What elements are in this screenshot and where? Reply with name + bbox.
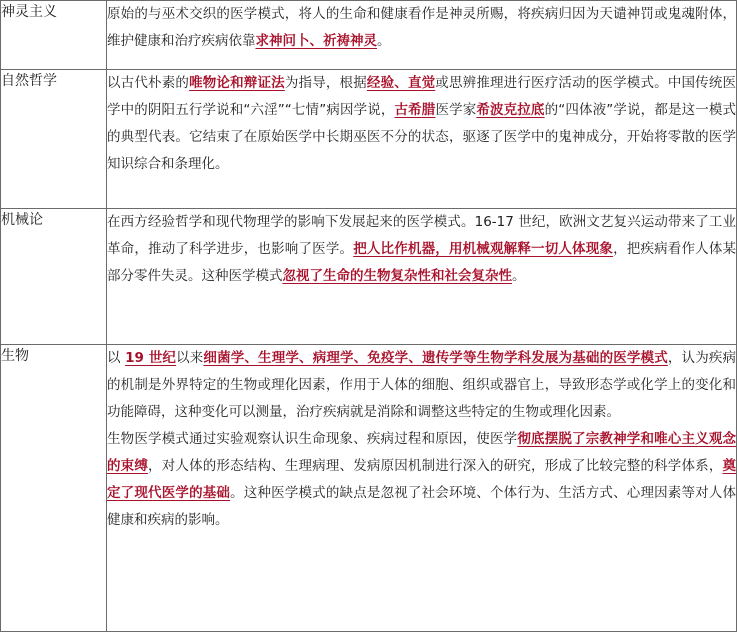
key-phrase: 把人比作机器，用机械观解释一切人体现象 xyxy=(353,241,614,257)
table-row xyxy=(1,70,737,209)
key-phrase: 彻底摆脱了宗教神学和唯心主义观念的束缚 xyxy=(107,431,737,474)
key-phrase: 奠定了现代医学的基础 xyxy=(107,458,737,501)
table-row xyxy=(1,1,737,70)
description-text: 以来 xyxy=(176,350,204,366)
key-phrase: 古希腊 xyxy=(394,102,436,118)
description-text: 生物医学模式通过实验观察认识生命现象、疾病过程和原因，使医学 xyxy=(107,431,518,447)
row-label: 自然哲学 xyxy=(1,70,107,209)
key-phrase: 忽视了生命的生物复杂性和社会复杂性 xyxy=(282,268,512,284)
description-text: 。这种医学模式的缺点是忽视了社会环境、个体行为、生活方式、心理因素等对人体健康和疾病的影响。 xyxy=(107,485,737,528)
description-text: 的“四体液”学说，都是这一模式的典型代表。它结束了在原始医学中长期巫医不分的状态，驱逐了医学中的鬼神成分，开始将零散的医学知识综合和条理化。 xyxy=(107,102,737,172)
description-text: 以古代朴素的 xyxy=(107,75,190,91)
description-text: 或思辨推理进行医疗活动的医学模式。中国传统医学中的阴阳五行学说和“六淫”“七情”病因学说， xyxy=(107,75,737,118)
description-text: 在西方经验哲学和现代物理学的影响下发展起来的医学模式。16-17 世纪，欧洲文艺复兴运动带来了工业革命，推动了科学进步，也影响了医学。 xyxy=(107,214,736,257)
description-paragraph xyxy=(107,70,736,178)
description-paragraph xyxy=(107,209,736,290)
description-text: 原始的与巫术交织的医学模式，将人的生命和健康看作是神灵所赐，将疾病归因为天谴神罚或鬼魂附体，维护健康和治疗疾病依靠 xyxy=(107,6,736,49)
row-description xyxy=(107,70,737,209)
table-row xyxy=(1,209,737,345)
key-phrase: 细菌学、生理学、病理学、免疫学、遗传学等生物学科发展为基础的医学模式 xyxy=(203,350,668,366)
description-paragraph xyxy=(107,345,736,426)
description-text: ，认为疾病的机制是外界特定的生物或理化因素，作用于人体的细胞、组织或器官上，导致形态学或化学上的变化和功能障碍，这种变化可以测量，治疗疾病就是消除和调整这些特定的生物或理化因素。 xyxy=(107,350,737,420)
description-paragraph xyxy=(107,1,736,55)
row-description xyxy=(107,345,737,632)
key-phrase: 希波克拉底 xyxy=(476,102,545,118)
row-description xyxy=(107,209,737,345)
key-phrase: 求神问卜、祈祷神灵 xyxy=(255,33,377,49)
description-text: 。 xyxy=(512,268,526,284)
description-paragraph xyxy=(107,426,736,534)
description-text: 。 xyxy=(377,33,391,49)
description-text: ，对人体的形态结构、生理病理、发病原因机制进行深入的研究，形成了比较完整的科学体系， xyxy=(148,458,723,474)
key-phrase: 经验、直觉 xyxy=(366,75,436,91)
row-label: 神灵主义 xyxy=(1,1,107,70)
table-row xyxy=(1,345,737,632)
row-description xyxy=(107,1,737,70)
description-text: ，把疾病看作人体某部分零件失灵。这种医学模式 xyxy=(107,241,737,284)
row-label: 生物 xyxy=(1,345,107,632)
description-text: 为指导，根据 xyxy=(284,75,367,91)
row-label: 机械论 xyxy=(1,209,107,345)
description-text: 以 xyxy=(107,350,126,366)
key-phrase: 唯物论和辩证法 xyxy=(189,75,285,91)
description-text: 医学家 xyxy=(435,102,477,118)
key-phrase: 19 世纪 xyxy=(125,350,177,366)
